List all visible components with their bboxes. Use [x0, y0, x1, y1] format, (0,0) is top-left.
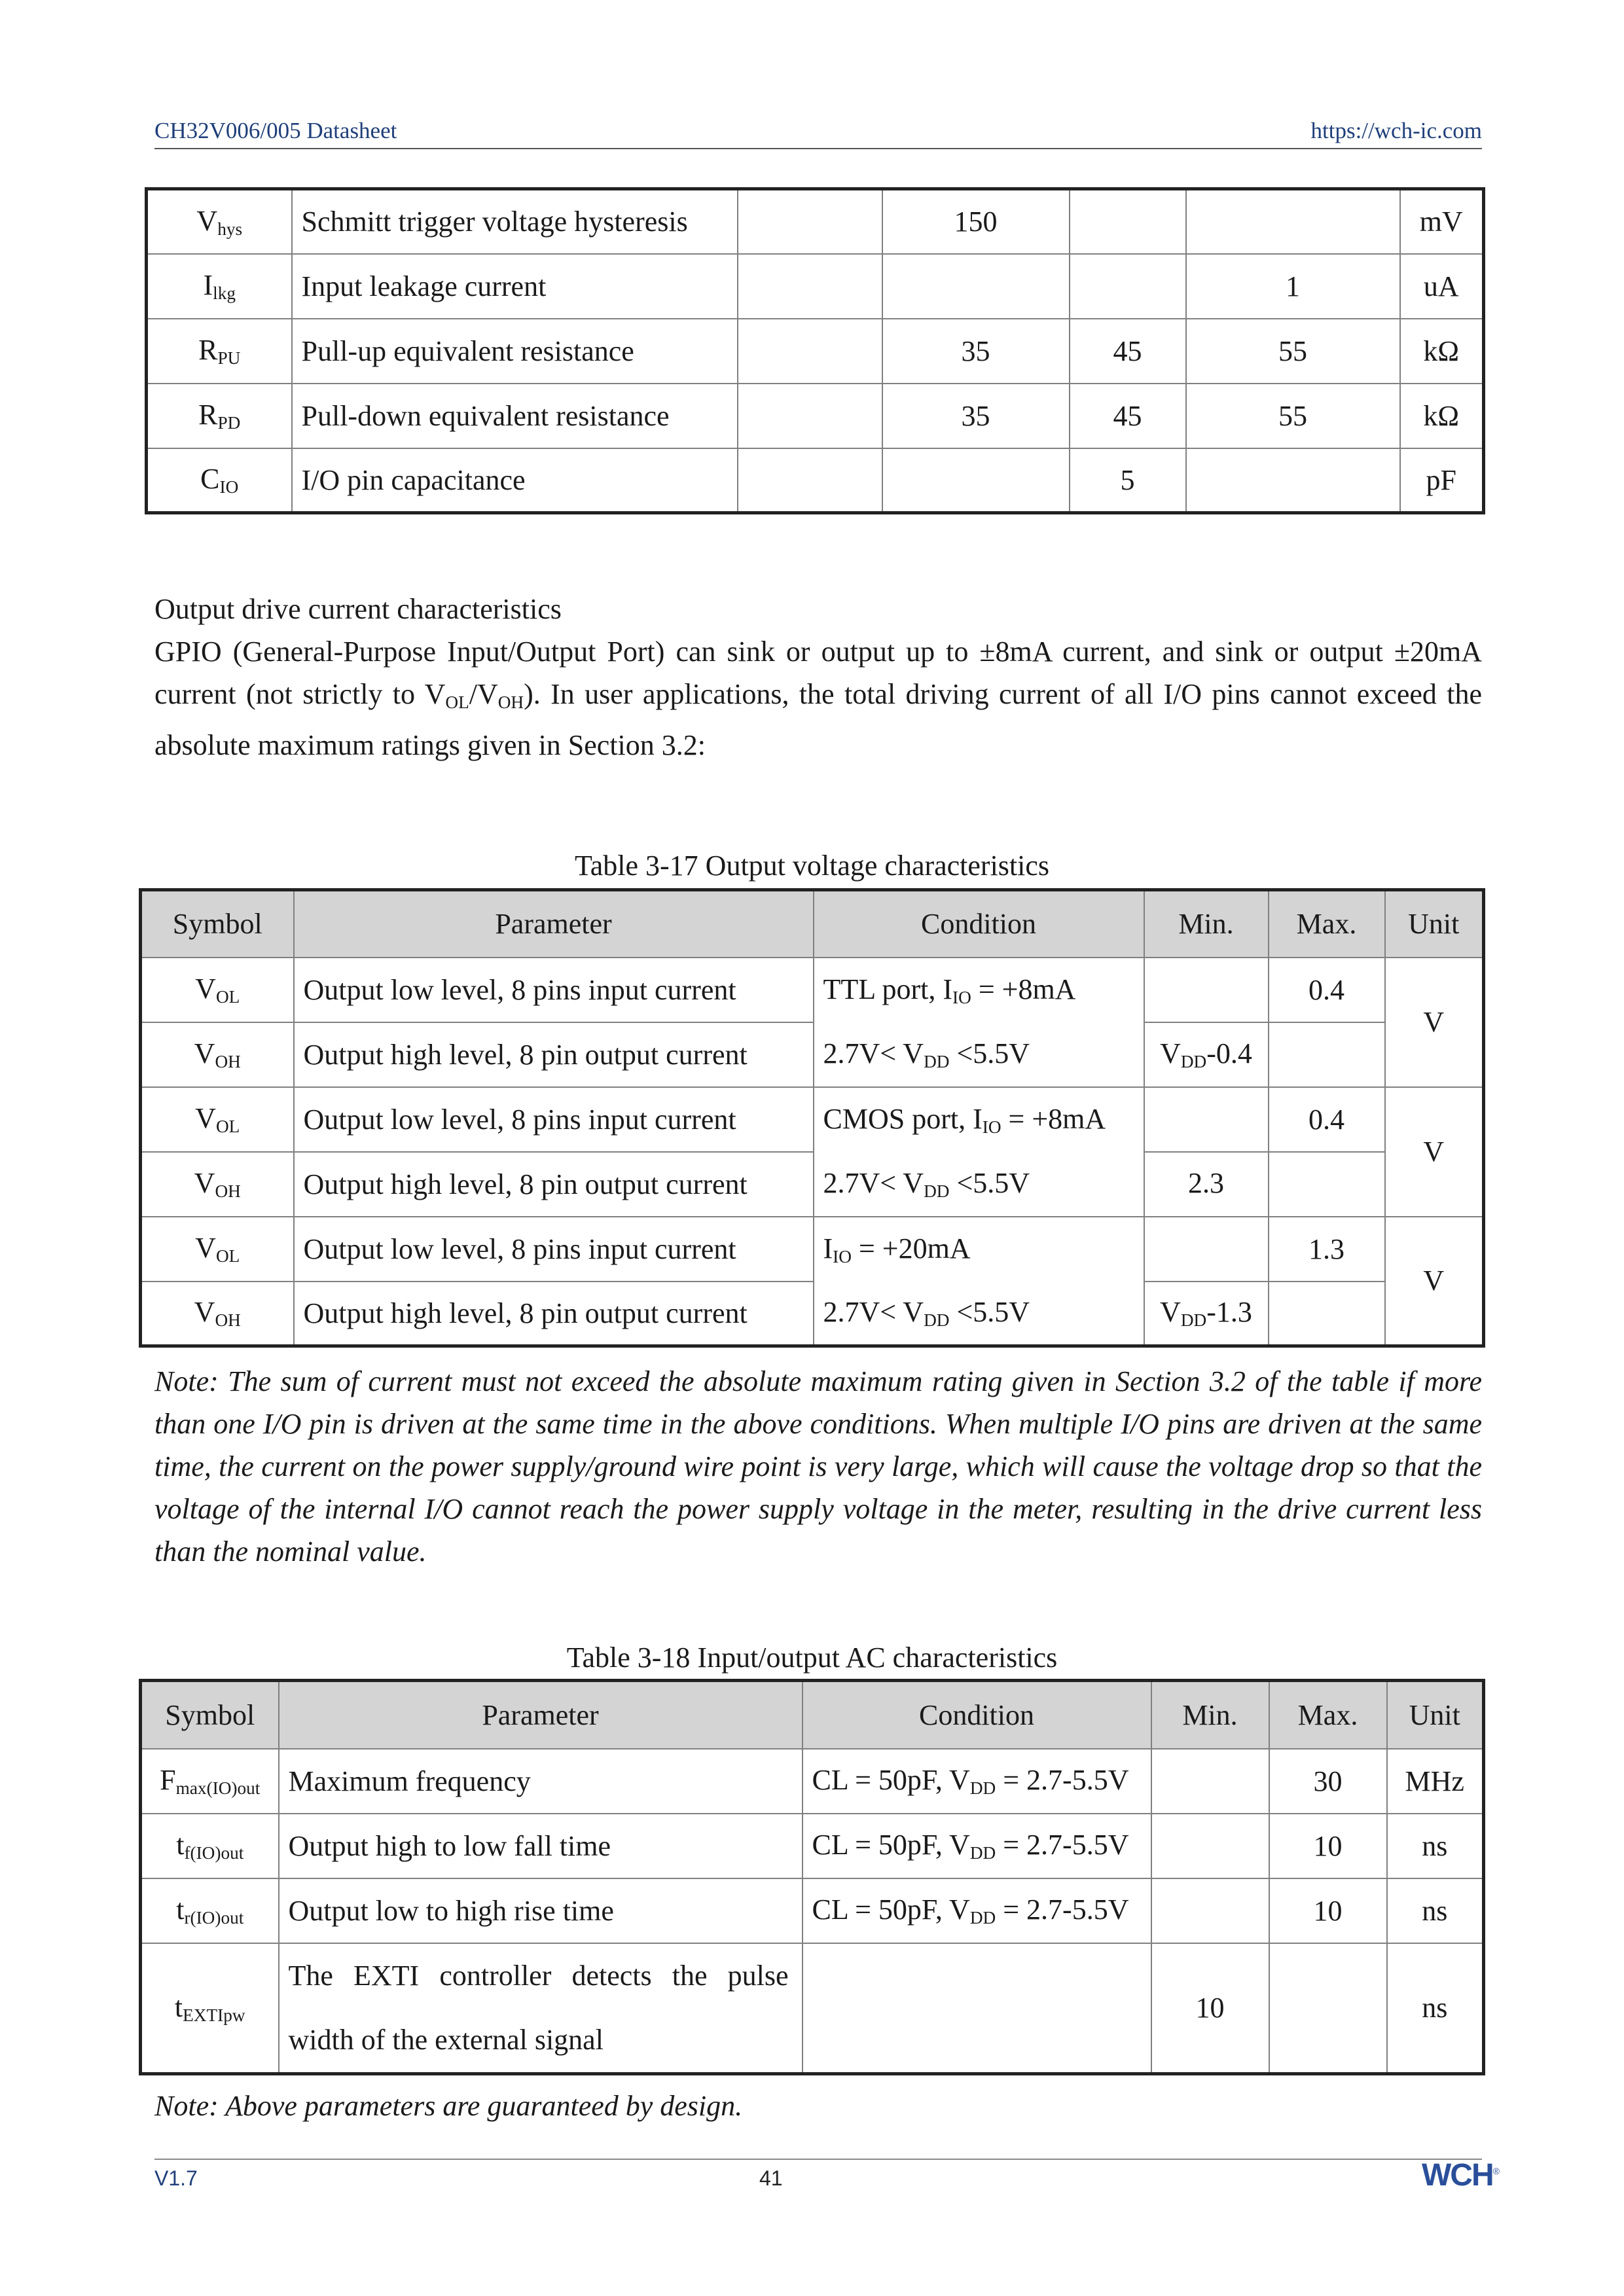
value-cell [1186, 448, 1400, 513]
page-number: 41 [759, 2166, 783, 2190]
table-header-row [141, 1681, 1484, 1749]
header-max: Max. [1269, 890, 1385, 958]
max-cell: 0.4 [1269, 958, 1385, 1022]
condition-cell: $2.7V< V_{DD} <5.5V$ [814, 1022, 1144, 1087]
header-symbol: Symbol [141, 890, 294, 958]
value-cell: 150 [882, 189, 1070, 254]
unit-cell: ns [1387, 1878, 1484, 1943]
table-row [141, 1217, 1484, 1282]
max-cell: 10 [1269, 1814, 1387, 1878]
io-ac-characteristics-table [139, 1679, 1485, 2075]
condition-cell: $2.7V< V_{DD} <5.5V$ [814, 1152, 1144, 1217]
footer-divider [154, 2159, 1482, 2160]
symbol-cell: $R_{PD}$ [147, 384, 292, 448]
header-symbol: Symbol [141, 1681, 279, 1749]
min-cell: 10 [1151, 1943, 1269, 2074]
section-heading: Output drive current characteristics [154, 593, 562, 625]
min-cell: $V_{DD}-1.3$ [1144, 1282, 1269, 1346]
parameter-cell: Pull-up equivalent resistance [292, 319, 738, 384]
parameter-cell: Pull-down equivalent resistance [292, 384, 738, 448]
value-cell: 55 [1186, 384, 1400, 448]
min-cell [1151, 1749, 1269, 1814]
parameter-cell: Output low level, 8 pins input current [294, 1087, 814, 1152]
unit-cell: kΩ [1400, 384, 1484, 448]
unit-cell: ns [1387, 1943, 1484, 2074]
parameter-cell: Output high level, 8 pin output current [294, 1022, 814, 1087]
unit-cell: mV [1400, 189, 1484, 254]
value-cell: 1 [1186, 254, 1400, 319]
header-max: Max. [1269, 1681, 1387, 1749]
website-url[interactable]: https://wch-ic.com [1310, 118, 1482, 143]
unit-cell: uA [1400, 254, 1484, 319]
symbol-cell: $t_{EXTIpw}$ [141, 1943, 279, 2074]
wch-logo: WCH® [1422, 2158, 1498, 2193]
value-cell: 35 [882, 384, 1070, 448]
parameter-cell: Output high level, 8 pin output current [294, 1282, 814, 1346]
footer-version: V1.7 [154, 2166, 198, 2190]
symbol-cell: $I_{lkg}$ [147, 254, 292, 319]
table-row [147, 448, 1484, 513]
table-row [147, 384, 1484, 448]
value-cell [1070, 254, 1186, 319]
symbol-cell: $V_{hys}$ [147, 189, 292, 254]
table-row [141, 1152, 1484, 1217]
value-cell [738, 254, 882, 319]
header-unit: Unit [1385, 890, 1484, 958]
header-min: Min. [1144, 890, 1269, 958]
unit-cell: ns [1387, 1814, 1484, 1878]
table-row [141, 1943, 1484, 2074]
symbol-cell: $R_{PU}$ [147, 319, 292, 384]
symbol-cell: $V_{OL}$ [141, 1217, 294, 1282]
table-17-note: Note: The sum of current must not exceed the absolute maximum rating given in Section 3.2 of the table if more than one I/O pin is driven at the same time in the above conditions. When multiple I/O pins are driven at the same time, the current on the power supply/ground wire point is very large, which will cause the voltage drop so that the voltage of the internal I/O cannot reach the power supply voltage in the meter, resulting in the drive current less than the nominal value. [154, 1365, 1482, 1568]
table-17-caption: Table 3-17 Output voltage characteristics [574, 850, 1050, 882]
condition-cell: $I_{IO} = +20mA$ [814, 1217, 1144, 1282]
condition-cell: CL = 50pF, $V_{DD} = 2.7-5.5V$ [803, 1878, 1151, 1943]
symbol-cell: $V_{OH}$ [141, 1282, 294, 1346]
min-cell [1151, 1814, 1269, 1878]
parameter-cell: Schmitt trigger voltage hysteresis [292, 189, 738, 254]
max-cell [1269, 1943, 1387, 2074]
parameter-cell: Output high to low fall time [279, 1814, 803, 1878]
table-row [141, 1749, 1484, 1814]
symbol-cell: $V_{OH}$ [141, 1022, 294, 1087]
value-cell [1070, 189, 1186, 254]
table-row [141, 1022, 1484, 1087]
symbol-cell: $V_{OH}$ [141, 1152, 294, 1217]
symbol-cell: $t_{f(IO)out}$ [141, 1814, 279, 1878]
value-cell [738, 189, 882, 254]
value-cell: 45 [1070, 319, 1186, 384]
header-condition: Condition [814, 890, 1144, 958]
condition-cell: CMOS port, $I_{IO} = +8mA$ [814, 1087, 1144, 1152]
table-row [141, 1282, 1484, 1346]
parameter-cell: I/O pin capacitance [292, 448, 738, 513]
value-cell: 45 [1070, 384, 1186, 448]
max-cell: 10 [1269, 1878, 1387, 1943]
input-characteristics-table [145, 187, 1485, 514]
header-parameter: Parameter [279, 1681, 803, 1749]
header-unit: Unit [1387, 1681, 1484, 1749]
value-cell [738, 448, 882, 513]
section-paragraph: GPIO (General-Purpose Input/Output Port) can sink or output up to ±8mA current, and sink or output ±20mA current (not strictly to $V_{OL}/V_{OH}$). In user applications, the total driving current of all I/O pins cannot exceed the absolute maximum ratings given in Section 3.2: [154, 636, 1483, 761]
max-cell [1269, 1022, 1385, 1087]
max-cell: 1.3 [1269, 1217, 1385, 1282]
min-cell [1144, 1087, 1269, 1152]
value-cell [738, 384, 882, 448]
table-18-caption: Table 3-18 Input/output AC characteristics [566, 1641, 1058, 1674]
unit-cell: V [1385, 958, 1484, 1087]
page-header [154, 113, 1482, 149]
unit-cell: kΩ [1400, 319, 1484, 384]
unit-cell: V [1385, 1217, 1484, 1346]
min-cell: $V_{DD}-0.4$ [1144, 1022, 1269, 1087]
table-header-row [141, 890, 1484, 958]
parameter-cell: Maximum frequency [279, 1749, 803, 1814]
table-row [147, 319, 1484, 384]
condition-cell: CL = 50pF, $V_{DD} = 2.7-5.5V$ [803, 1814, 1151, 1878]
min-cell [1151, 1878, 1269, 1943]
condition-cell: CL = 50pF, $V_{DD} = 2.7-5.5V$ [803, 1749, 1151, 1814]
parameter-cell: The EXTI controller detects the pulse width of the external signal [279, 1943, 803, 2074]
max-cell: 30 [1269, 1749, 1387, 1814]
condition-cell: TTL port, $I_{IO} = +8mA$ [814, 958, 1144, 1022]
table-row [141, 1878, 1484, 1943]
symbol-cell: $V_{OL}$ [141, 958, 294, 1022]
symbol-cell: $t_{r(IO)out}$ [141, 1878, 279, 1943]
parameter-cell: Output low level, 8 pins input current [294, 1217, 814, 1282]
condition-cell [803, 1943, 1151, 2074]
table-row [141, 958, 1484, 1022]
value-cell: 55 [1186, 319, 1400, 384]
parameter-cell: Output high level, 8 pin output current [294, 1152, 814, 1217]
table-18-note: Note: Above parameters are guaranteed by design. [154, 2090, 743, 2122]
table-row [141, 1814, 1484, 1878]
symbol-cell: $V_{OL}$ [141, 1087, 294, 1152]
min-cell [1144, 958, 1269, 1022]
max-cell [1269, 1282, 1385, 1346]
value-cell [738, 319, 882, 384]
unit-cell: V [1385, 1087, 1484, 1217]
parameter-cell: Input leakage current [292, 254, 738, 319]
unit-cell: MHz [1387, 1749, 1484, 1814]
table-row [147, 254, 1484, 319]
min-cell: 2.3 [1144, 1152, 1269, 1217]
symbol-cell: $C_{IO}$ [147, 448, 292, 513]
condition-cell: $2.7V< V_{DD} <5.5V$ [814, 1282, 1144, 1346]
parameter-cell: Output low to high rise time [279, 1878, 803, 1943]
table-row [141, 1087, 1484, 1152]
value-cell [882, 254, 1070, 319]
table-row [147, 189, 1484, 254]
symbol-cell: $F_{max(IO)out}$ [141, 1749, 279, 1814]
max-cell [1269, 1152, 1385, 1217]
parameter-cell: Output low level, 8 pins input current [294, 958, 814, 1022]
value-cell: 5 [1070, 448, 1186, 513]
document-title: CH32V006/005 Datasheet [154, 118, 397, 143]
value-cell [1186, 189, 1400, 254]
value-cell: 35 [882, 319, 1070, 384]
unit-cell: pF [1400, 448, 1484, 513]
max-cell: 0.4 [1269, 1087, 1385, 1152]
header-parameter: Parameter [294, 890, 814, 958]
output-voltage-table [139, 888, 1485, 1348]
header-min: Min. [1151, 1681, 1269, 1749]
value-cell [882, 448, 1070, 513]
header-condition: Condition [803, 1681, 1151, 1749]
min-cell [1144, 1217, 1269, 1282]
